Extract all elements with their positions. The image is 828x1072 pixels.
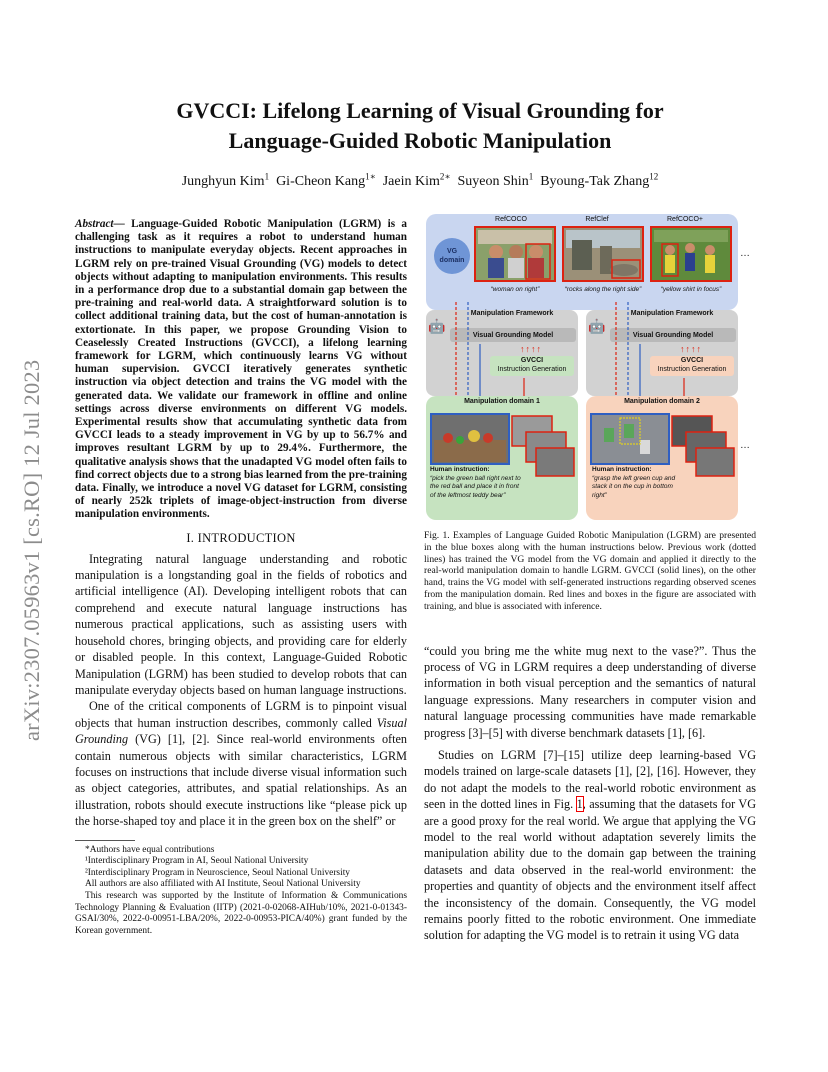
term-visual-grounding: Visual Grounding: [75, 715, 407, 747]
figure-1: [424, 210, 756, 522]
robot-icon-1: 🤖: [428, 318, 446, 334]
footnote-3: ²Interdisciplinary Program in Neuroscience, Seoul National University: [85, 867, 350, 878]
abstract: Abstract— Language-Guided Robotic Manipulation (LGRM) is a challenging task as it requires a robot to understand human instructions to manipulate everyday objects. Recent approaches in LGRM rely on pre-trained Visual Grounding (VG) models to detect objects without adapting to manipulation environments. This results in a performance drop due to a substantial domain gap between the pre-training and real-world data. A straightforward solution is to collect additional training data, but the cost of human-annotation is extortionate. In this paper, we propose Grounding Vision to Ceaselessly Created Instructions (GVCCI), a lifelong learning framework for LGRM, which continuously learns VG without human supervision. GVCCI iteratively generates synthetic instruction via object detection and trains the VG model with the generated data. We validate our framework in offline and online settings across diverse environments on different VG models. Experimental results show that accumulating synthetic data from GVCCI leads to a steady improvement in VG by up to 56.7% and improves resultant LGRM by up to 29.4%. Furthermore, the qualitative analysis shows that the unadapted VG model often fails to find correct objects due to a strong bias learned from the pre-training data. Finally, we introduce a novel VG dataset for LGRM, consisting of nearly 252k triplets of image-object-instruction from diverse manipulation environments.: [75, 218, 407, 521]
gvcci-box-2: GVCCI Instruction Generation: [650, 356, 734, 376]
dataset-label-refcoco: RefCOCO: [495, 216, 527, 223]
author-4: Suyeon Shin$^1$: [457, 171, 534, 189]
human-instruction-1: Human instruction: “pick the green ball right next to the red ball and place it in front of the leftmost teddy bear”: [430, 466, 521, 499]
vg-model-box-1: Visual Grounding Model: [450, 328, 576, 342]
dataset-label-refcocoplus: RefCOCO+: [667, 216, 703, 223]
right-paragraph-2: Studies on LGRM [7]–[15] utilize deep learning-based VG models trained on large-scale datasets [1], [2], [16]. However, they do not adapt the models to the real-world robotic environment as seen in the dotted lines in Fig. 1, assuming that the datasets for VG are a good proxy for the real world. We argue that applying the VG model to the real world without adaptation severely limits the manipulation ability due to the domain gap between the training datasets and data observed in the real-world environment: the properties and quantity of objects and the environment itself affect the inconsistency of the domain. Consequently, the VG model remains poorly fitted to the robotic environment. One immediate solution for adapting the VG model is to retrain it using VG data: [424, 748, 756, 943]
train-arrows-2: ↑↑↑↑: [680, 344, 702, 354]
manipulation-ellipsis: …: [740, 440, 750, 451]
author-5: Byoung-Tak Zhang$^{12}$: [540, 171, 659, 189]
manipulation-domain-1-title: Manipulation domain 1: [464, 398, 540, 405]
refcoco-image: [474, 226, 556, 282]
section-heading-introduction: I. INTRODUCTION: [186, 530, 296, 545]
title-line-1: GVCCI: Lifelong Learning of Visual Grounding for: [176, 98, 664, 123]
abstract-lead: Abstract: [75, 218, 114, 230]
author-1: Junghyun Kim$^1$: [181, 171, 270, 189]
human-instruction-2: Human instruction: “grasp the left green cup and stack it on the cup in bottom right”: [592, 466, 676, 499]
vg-ellipsis: …: [740, 248, 750, 259]
flow-lines: [424, 302, 756, 398]
robot-icon-2: 🤖: [588, 318, 606, 334]
author-list: [100, 171, 740, 190]
title-line-2: Language-Guided Robotic Manipulation: [228, 128, 612, 153]
caption-refclef: “rocks along the right side”: [564, 286, 642, 293]
gvcci-box-1: GVCCI Instruction Generation: [490, 356, 574, 376]
paper-title: [120, 96, 720, 156]
refcocoplus-image: [650, 226, 732, 282]
figure-1-caption: Fig. 1. Examples of Language Guided Robotic Manipulation (LGRM) are presented in the blue boxes along with the human instructions below. Previous work (dotted lines) has trained the VG model from the VG domain and applied it directly to the real-world manipulation domain to handle LGRM. GVCCI (solid lines), on the other hand, trains the VG model with self-generated instructions regarding observed scenes from the manipulation domain. Red lines and boxes in the figure are associated with training, and blue is associated with inference.: [424, 530, 756, 612]
intro-paragraph-1: Integrating natural language understanding and robotic manipulation is a longstanding goal in the fields of robotics and artificial intelligence (AI). Developing intelligent robots that can comprehend and execute natural language instructions has numerous practical applications, such as assisting users with household chores, bringing objects, and providing care for elderly or disabled people. In this context, Language-Guided Robotic Manipulation (LGRM) has been studied to develop robots that can manipulate everyday objects based on human language instructions.: [75, 551, 407, 697]
right-column: [424, 530, 756, 944]
refclef-image: [562, 226, 644, 282]
right-paragraph-1: “could you bring me the white mug next to the vase?”. Thus the process of VG in LGRM requires a deep understanding of diverse information in both visual perception and the semantics of natural language expressions. Many researchers in computer vision and natural language processing communities have made remarkable progress [3]–[5] with diverse benchmark datasets [1], [6].: [424, 643, 756, 740]
footnote-rule: [75, 840, 135, 841]
vg-domain-label: VG domain: [434, 238, 470, 274]
manipulation-domain-2-title: Manipulation domain 2: [624, 398, 700, 405]
author-2: Gi-Cheon Kang$^{1∗}$: [276, 171, 376, 189]
vg-model-box-2: Visual Grounding Model: [610, 328, 736, 342]
dataset-label-refclef: RefClef: [585, 216, 609, 223]
abstract-text: Language-Guided Robotic Manipulation (LGRM) is a challenging task as it requires a robot to understand human instructions to manipulate everyday objects. Recent approaches in LGRM rely on pre-trained Visual Grounding (VG) models to detect objects without adapting to manipulation environments. This results in a performance drop due to a substantial domain gap between the pre-training and real-world data. A straightforward solution is to collect additional training data, but the cost of human-annotation is extortionate. In this paper, we propose Grounding Vision to Ceaselessly Created Instructions (GVCCI), a lifelong learning framework for LGRM, which continuously learns VG without human supervision. GVCCI iteratively generates synthetic instruction via object detection and trains the VG model with the generated data. We validate our framework in offline and online settings across diverse environments on different VG models. Experimental results show that accumulating synthetic data from GVCCI leads to a steady improvement in VG by up to 56.7% and improves resultant LGRM by up to 29.4%. Furthermore, the qualitative analysis shows that the unadapted VG model often fails to find correct objects due to a strong bias learned from the pre-training data. Finally, we introduce a novel VG dataset for LGRM, consisting of nearly 252k triplets of image-object-instruction from diverse manipulation environments.: [75, 218, 407, 521]
author-3: Jaein Kim$^{2∗}$: [382, 171, 451, 189]
intro-paragraph-2: One of the critical components of LGRM is to pinpoint visual objects that human instruction describes, commonly called Visual Grounding (VG) [1], [2]. Since real-world environments often contain numerous objects with similar characteristics, LGRM focuses on instructions that include diverse visual information such as object categories, attributes, and spatial relationships. As an illustration, robots should execute instructions like “please pick up the horse-shaped toy and place it in the green box on the shelf” or: [75, 699, 407, 829]
footnote-2: ¹Interdisciplinary Program in AI, Seoul National University: [85, 856, 309, 867]
framework-label-1: Manipulation Framework: [470, 310, 554, 317]
train-arrows-1: ↑↑↑↑: [520, 344, 542, 354]
arxiv-identifier: arXiv:2307.05963v1 [cs.RO] 12 Jul 2023: [19, 359, 44, 741]
footnote-funding: This research was supported by the Institute of Information & Communications Technology Planning & Evaluation (IITP) (2021-0-02068-AIHub/10%, 2021-0-01343-GSAI/30%, 2022-0-00951-LBA/20%, 2022-0-00953-PICA/40%) grant funded by the Korean government.: [75, 890, 407, 936]
footnote-4: All authors are also affiliated with AI Institute, Seoul National University: [85, 879, 361, 890]
left-column: [75, 218, 407, 937]
framework-label-2: Manipulation Framework: [630, 310, 714, 317]
caption-refcoco: “woman on right”: [490, 286, 540, 293]
figure-reference-link[interactable]: 1: [576, 797, 583, 812]
caption-refcocoplus: “yellow shirt in focus”: [660, 286, 722, 293]
footnote-1: *Authors have equal contributions: [85, 844, 215, 855]
